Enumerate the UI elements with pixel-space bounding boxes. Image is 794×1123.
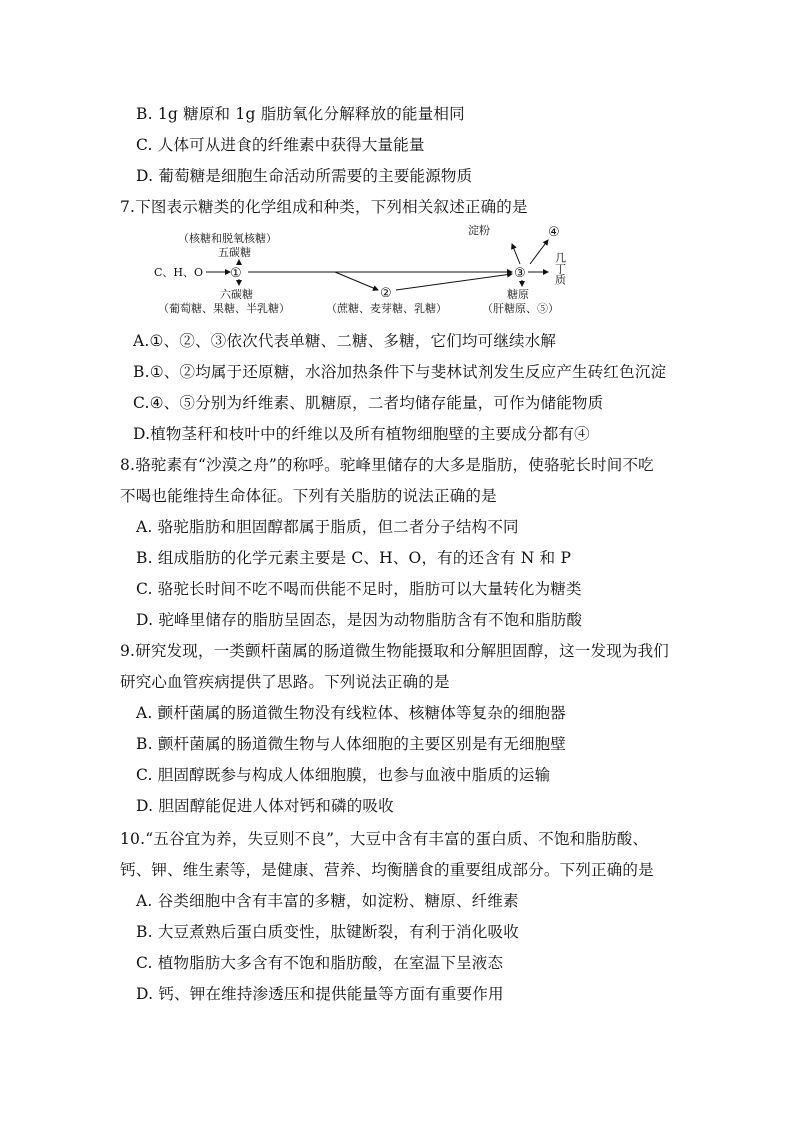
sugar-classification-diagram	[150, 222, 590, 322]
q8-option-d: D. 驼峰里储存的脂肪呈固态，是因为动物脂肪含有不饱和脂肪酸	[136, 611, 583, 629]
node-4: ④	[548, 225, 560, 240]
q6-option-d: D. 葡萄糖是细胞生命活动所需要的主要能源物质	[136, 167, 473, 185]
q9-option-d: D. 胆固醇能促进人体对钙和磷的吸收	[136, 797, 394, 815]
q10-stem-line1: 10.“五谷宜为养，失豆则不良”，大豆中含有丰富的蛋白质、不饱和脂肪酸、	[120, 830, 649, 848]
arrow-3-to-4	[530, 240, 548, 264]
q6-option-c: C. 人体可从进食的纤维素中获得大量能量	[136, 136, 425, 154]
pentose-label: 五碳糖	[218, 246, 251, 259]
glycogen-label: 糖原	[507, 288, 529, 301]
q10-option-b: B. 大豆煮熟后蛋白质变性，肽键断裂，有利于消化吸收	[136, 923, 519, 941]
q9-stem-line1: 9.研究发现，一类颤杆菌属的肠道微生物能摄取和分解胆固醇，这一发现为我们	[120, 642, 669, 660]
q9-option-a: A. 颤杆菌属的肠道微生物没有线粒体、核糖体等复杂的细胞器	[136, 704, 566, 722]
hexose-label: 六碳糖	[220, 288, 253, 301]
q9-option-c: C. 胆固醇既参与构成人体细胞膜，也参与血液中脂质的运输	[136, 766, 551, 784]
q10-stem-line2: 钙、钾、维生素等，是健康、营养、均衡膳食的重要组成部分。下列正确的是	[120, 861, 654, 879]
q9-option-b: B. 颤杆菌属的肠道微生物与人体细胞的主要区别是有无细胞壁	[136, 735, 567, 753]
q8-stem-line2: 不喝也能维持生命体征。下列有关脂肪的说法正确的是	[120, 487, 497, 505]
starch-label: 淀粉	[468, 224, 490, 237]
q8-option-c: C. 骆驼长时间不吃不喝而供能不足时，脂肪可以大量转化为糖类	[136, 580, 582, 598]
source-elements-label: C、H、O	[154, 266, 204, 279]
hexose-examples-label: （葡萄糖、果糖、半乳糖）	[158, 302, 290, 315]
arrow-to-2	[335, 272, 378, 290]
q8-option-a: A. 骆驼脂肪和胆固醇都属于脂质，但二者分子结构不同	[136, 518, 519, 536]
glycogen-examples-label: （肝糖原、⑤）	[482, 302, 559, 315]
q7-option-b: B.①、②均属于还原糖，水浴加热条件下与斐林试剂发生反应产生砖红色沉淀	[133, 363, 667, 381]
q9-stem-line2: 研究心血管疾病提供了思路。下列说法正确的是	[120, 673, 450, 691]
q6-option-b: B. 1g 糖原和 1g 脂肪氧化分解释放的能量相同	[136, 105, 465, 123]
node-1: ①	[230, 266, 242, 281]
q8-option-b: B. 组成脂肪的化学元素主要是 C、H、O，有的还含有 N 和 P	[136, 549, 572, 567]
q7-option-d: D.植物茎秆和枝叶中的纤维以及所有植物细胞壁的主要成分都有④	[133, 425, 590, 443]
q10-option-d: D. 钙、钾在维持渗透压和提供能量等方面有重要作用	[136, 985, 504, 1003]
q7-stem: 7.下图表示糖类的化学组成和种类，下列相关叙述正确的是	[120, 198, 528, 216]
node-3: ③	[514, 266, 526, 281]
q10-option-a: A. 谷类细胞中含有丰富的多糖，如淀粉、糖原、纤维素	[136, 892, 519, 910]
arrow-2-to-3	[396, 274, 512, 290]
q8-stem-line1: 8.骆驼素有“沙漠之舟”的称呼。驼峰里储存的大多是脂肪，使骆驼长时间不吃	[120, 456, 654, 474]
q10-option-c: C. 植物脂肪大多含有不饱和脂肪酸，在室温下呈液态	[136, 954, 504, 972]
q7-option-c: C.④、⑤分别为纤维素、肌糖原，二者均储存能量，可作为储能物质	[133, 394, 604, 412]
node-2: ②	[380, 286, 392, 301]
arrow-3-to-starch	[512, 244, 520, 264]
pentose-examples-label: （核糖和脱氧核糖）	[178, 232, 277, 245]
chitin-label: 几丁质	[553, 252, 567, 285]
disaccharide-examples-label: （蔗糖、麦芽糖、乳糖）	[326, 302, 447, 315]
q7-option-a: A.①、②、③依次代表单糖、二糖、多糖，它们均可继续水解	[133, 332, 557, 350]
